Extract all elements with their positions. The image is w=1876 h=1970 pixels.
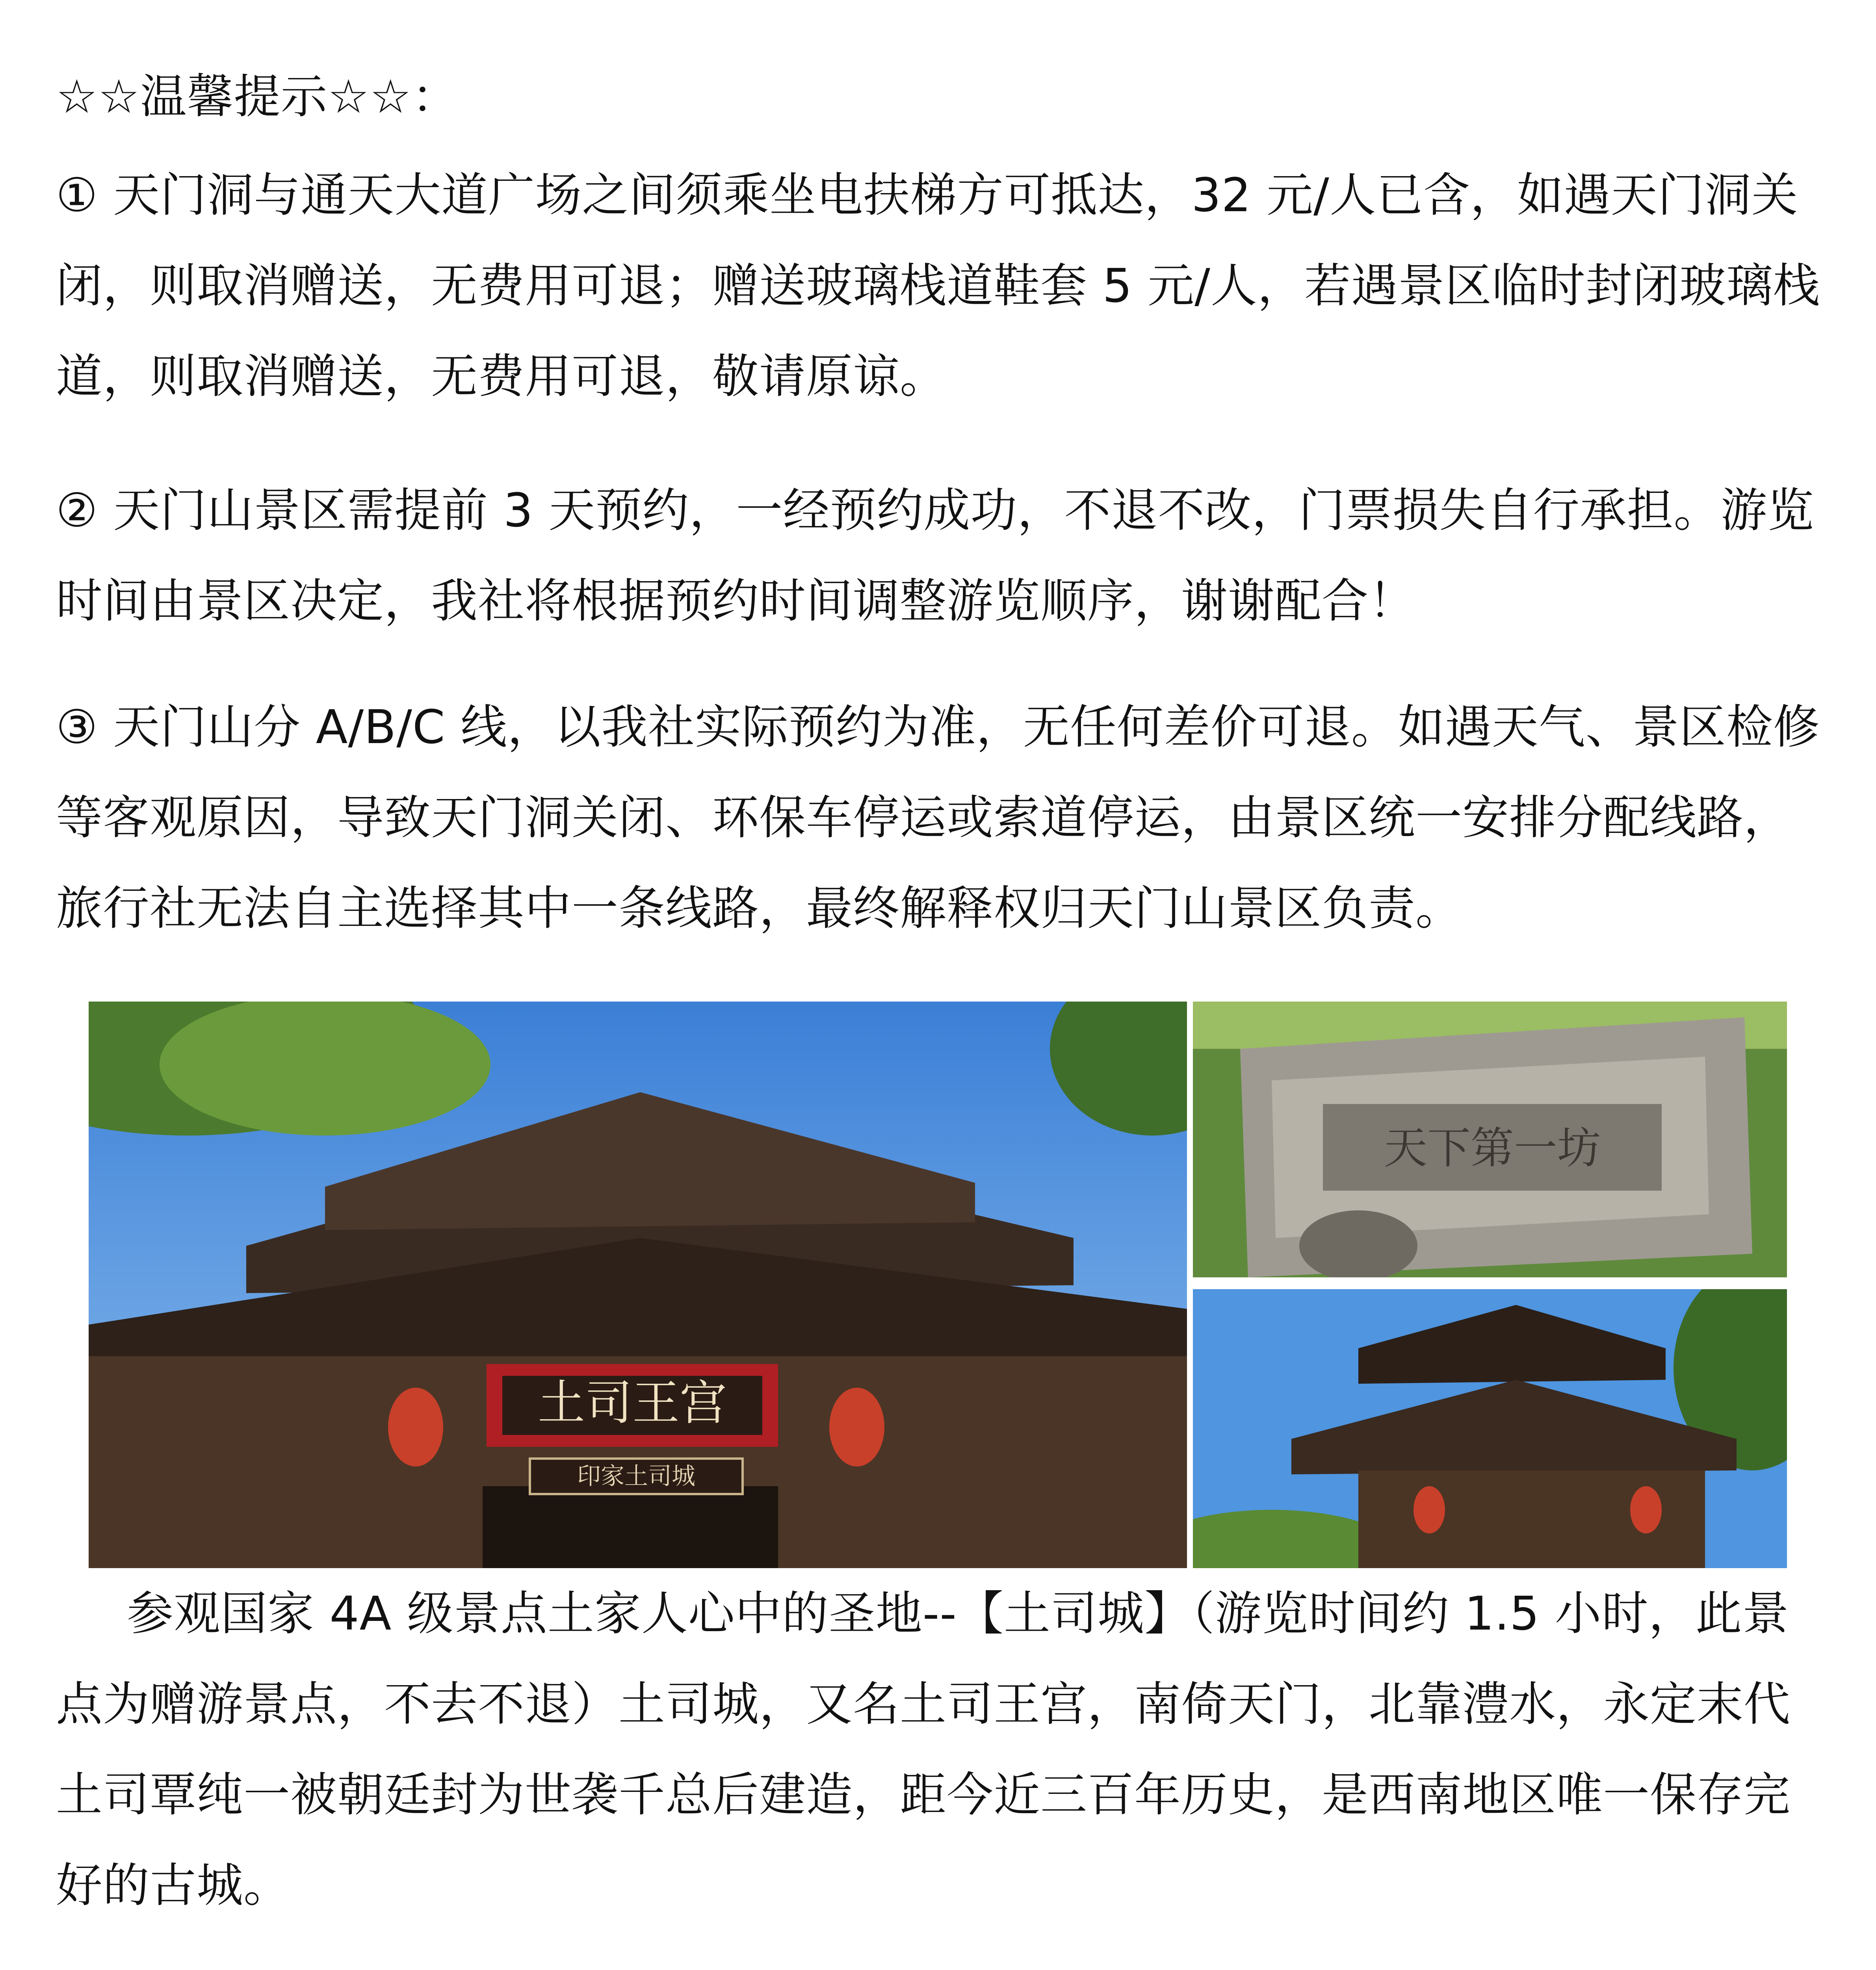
notice-item-2: ② 天门山景区需提前 3 天预约，一经预约成功，不退不改，门票损失自行承担。游览时间由景区决定，我社将根据预约时间调整游览顺序，谢谢配合！ bbox=[56, 483, 1815, 628]
sub-sign-text: 印家土司城 bbox=[577, 1463, 695, 1490]
tusi-city-paragraph: 参观国家 4A 级景点土家人心中的圣地--【土司城】（游览时间约 1.5 小时，此景点为赠游景点，不去不退）土司城，又名土司王宫，南倚天门，北靠澧水，永定末代土司覃纯一被朝廷封为世袭千总后建造，距今近三百年历史，是西南地区唯一保存完好的古城。 bbox=[56, 1586, 1791, 1912]
pagoda-roof-illustration bbox=[1193, 1289, 1787, 1568]
main-sign-text: 土司王宫 bbox=[538, 1376, 727, 1431]
pagoda-roof-photo bbox=[1193, 1289, 1787, 1568]
notice-item-1: ① 天门洞与通天大道广场之间须乘坐电扶梯方可抵达，32 元/人已含，如遇天门洞关闭，则取消赠送，无费用可退；赠送玻璃栈道鞋套 5 元/人，若遇景区临时封闭玻璃栈道，则取消赠送，无费用可退，敬请原谅。 bbox=[56, 168, 1820, 403]
stone-archway-photo bbox=[1193, 1002, 1787, 1277]
archway-sign-text: 天下第一坊 bbox=[1384, 1123, 1601, 1173]
notice-title: ☆☆温馨提示☆☆： bbox=[56, 69, 459, 124]
tusi-palace-photo bbox=[89, 1002, 1187, 1568]
stone-archway-illustration bbox=[1193, 1002, 1787, 1277]
notice-item-3: ③ 天门山分 A/B/C 线，以我社实际预约为准，无任何差价可退。如遇天气、景区检修等客观原因，导致天门洞关闭、环保车停运或索道停运，由景区统一安排分配线路，旅行社无法自主选择其中一条线路，最终解释权归天门山景区负责。 bbox=[56, 700, 1820, 935]
tusi-palace-illustration bbox=[89, 1002, 1187, 1568]
